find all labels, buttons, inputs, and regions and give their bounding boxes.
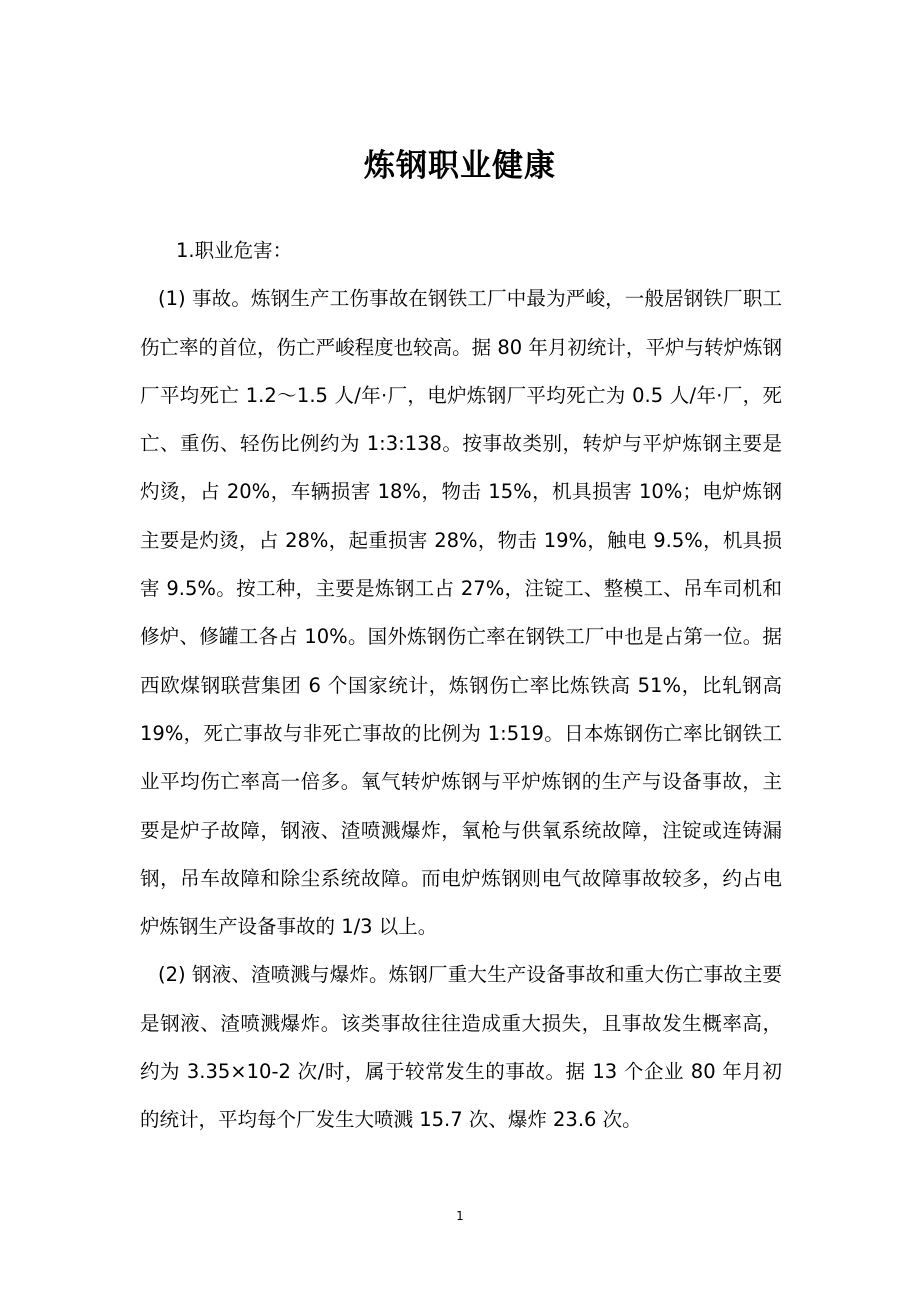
page-title: 炼钢职业健康 (364, 148, 556, 184)
paragraph-accidents: (1) 事故。炼钢生产工伤事故在钢铁工厂中最为严峻，一般居钢铁厂职工伤亡率的首位，伤亡严峻程度也较高。据 80 年月初统计，平炉与转炉炼钢厂平均死亡 1.2～1.5 人/年·厂，电炉炼钢厂平均死亡为 0.5 人/年·厂，死亡、重伤、轻伤比例约为 1:3:138。按事故类别，转炉与平炉炼钢主要是灼烫，占 20%，车辆损害 18%，物击 15%，机具损害 10%；电炉炼钢主要是灼烫，占 28%，起重损害 28%，物击 19%，触电 9.5%，机具损害 9.5%。按工种，主要是炼钢工占 27%，注锭工、整模工、吊车司机和修炉、修罐工各占 10%。国外炼钢伤亡率在钢铁工厂中也是占第一位。据西欧煤钢联营集团 6 个国家统计，炼钢伤亡率比炼铁高 51%，比轧钢高 19%，死亡事故与非死亡事故的比例为 1:519。日本炼钢伤亡率比钢铁工业平均伤亡率高一倍多。氧气转炉炼钢与平炉炼钢的生产与设备事故，主要是炉子故障，钢液、渣喷溅爆炸，氧枪与供氧系统故障，注锭或连铸漏钢，吊车故障和除尘系统故障。而电炉炼钢则电气故障事故较多，约占电炉炼钢生产设备事故的 1/3 以上。 (140, 287, 782, 939)
paragraph-splash-explosion: (2) 钢液、渣喷溅与爆炸。炼钢厂重大生产设备事故和重大伤亡事故主要是钢液、渣喷溅爆炸。该类事故往往造成重大损失，且事故发生概率高，约为 3.35×10-2 次/时，属于较常发生的事故。据 13 个企业 80 年月初的统计，平均每个厂发生大喷溅 15.7 次、爆炸 23.6 次。 (140, 963, 782, 1132)
page-number: 1 (456, 1209, 464, 1223)
section-heading: 1.职业危害： (176, 239, 293, 262)
document-body (140, 227, 782, 1145)
